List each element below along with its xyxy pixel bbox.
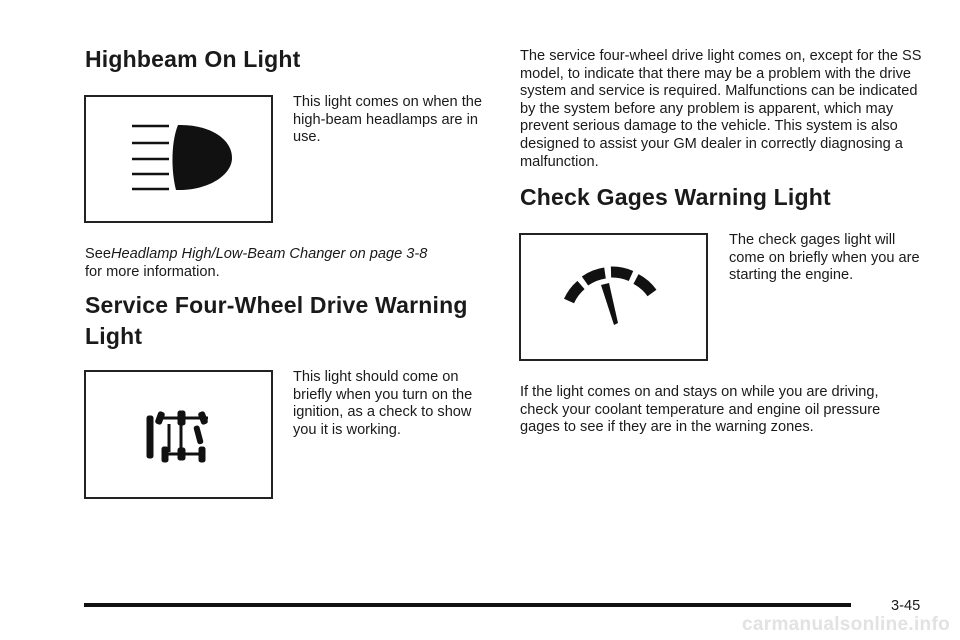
four-wheel-drive-icon [86,372,275,501]
page-number: 3-45 [891,598,921,614]
see-prefix: See [85,246,111,262]
gauge-warning-icon [521,235,710,363]
check-gages-description: The check gages light will come on briefly when you are starting the engine. [729,232,920,284]
four-wheel-drive-heading [85,290,495,352]
four-wheel-drive-description: This light should come on briefly when you turn on the ignition, as a check to show you it is working. [293,369,473,438]
see-suffix: for more information. [85,263,220,280]
check-gages-followup: If the light comes on and stays on while you are driving, check your coolant temperature and engine oil pressure gages to see if they are in the warning zones. [520,384,881,436]
highbeam-icon-box [84,95,273,223]
highbeam-headlamp-icon [86,97,275,225]
four-wheel-drive-continued: The service four-wheel drive light comes on, except for the SS model, to indicate that there may be a problem with the drive system and service is required. Malfunctions can be indicated by the system before any problem is apparent, which may prevent serious damage to the vehicle. This system is also designed to assist your GM dealer in correctly diagnosing a malfunction. [520,48,922,170]
cross-reference-link[interactable]: Headlamp High/Low-Beam Changer on page 3-8 [110,246,428,262]
four-wheel-drive-heading-line2: Light [85,323,143,349]
footer-rule [84,603,851,607]
check-gages-heading: Check Gages Warning Light [520,184,831,210]
highbeam-see-reference [85,246,485,281]
four-wheel-drive-icon-box [84,370,273,499]
highbeam-description: This light comes on when the high-beam headlamps are in use. [293,94,483,146]
watermark: carmanualsonline.info [742,614,950,635]
four-wheel-drive-heading-line1: Service Four-Wheel Drive Warning [85,292,468,318]
check-gages-icon-box [519,233,708,361]
highbeam-heading: Highbeam On Light [85,46,301,72]
